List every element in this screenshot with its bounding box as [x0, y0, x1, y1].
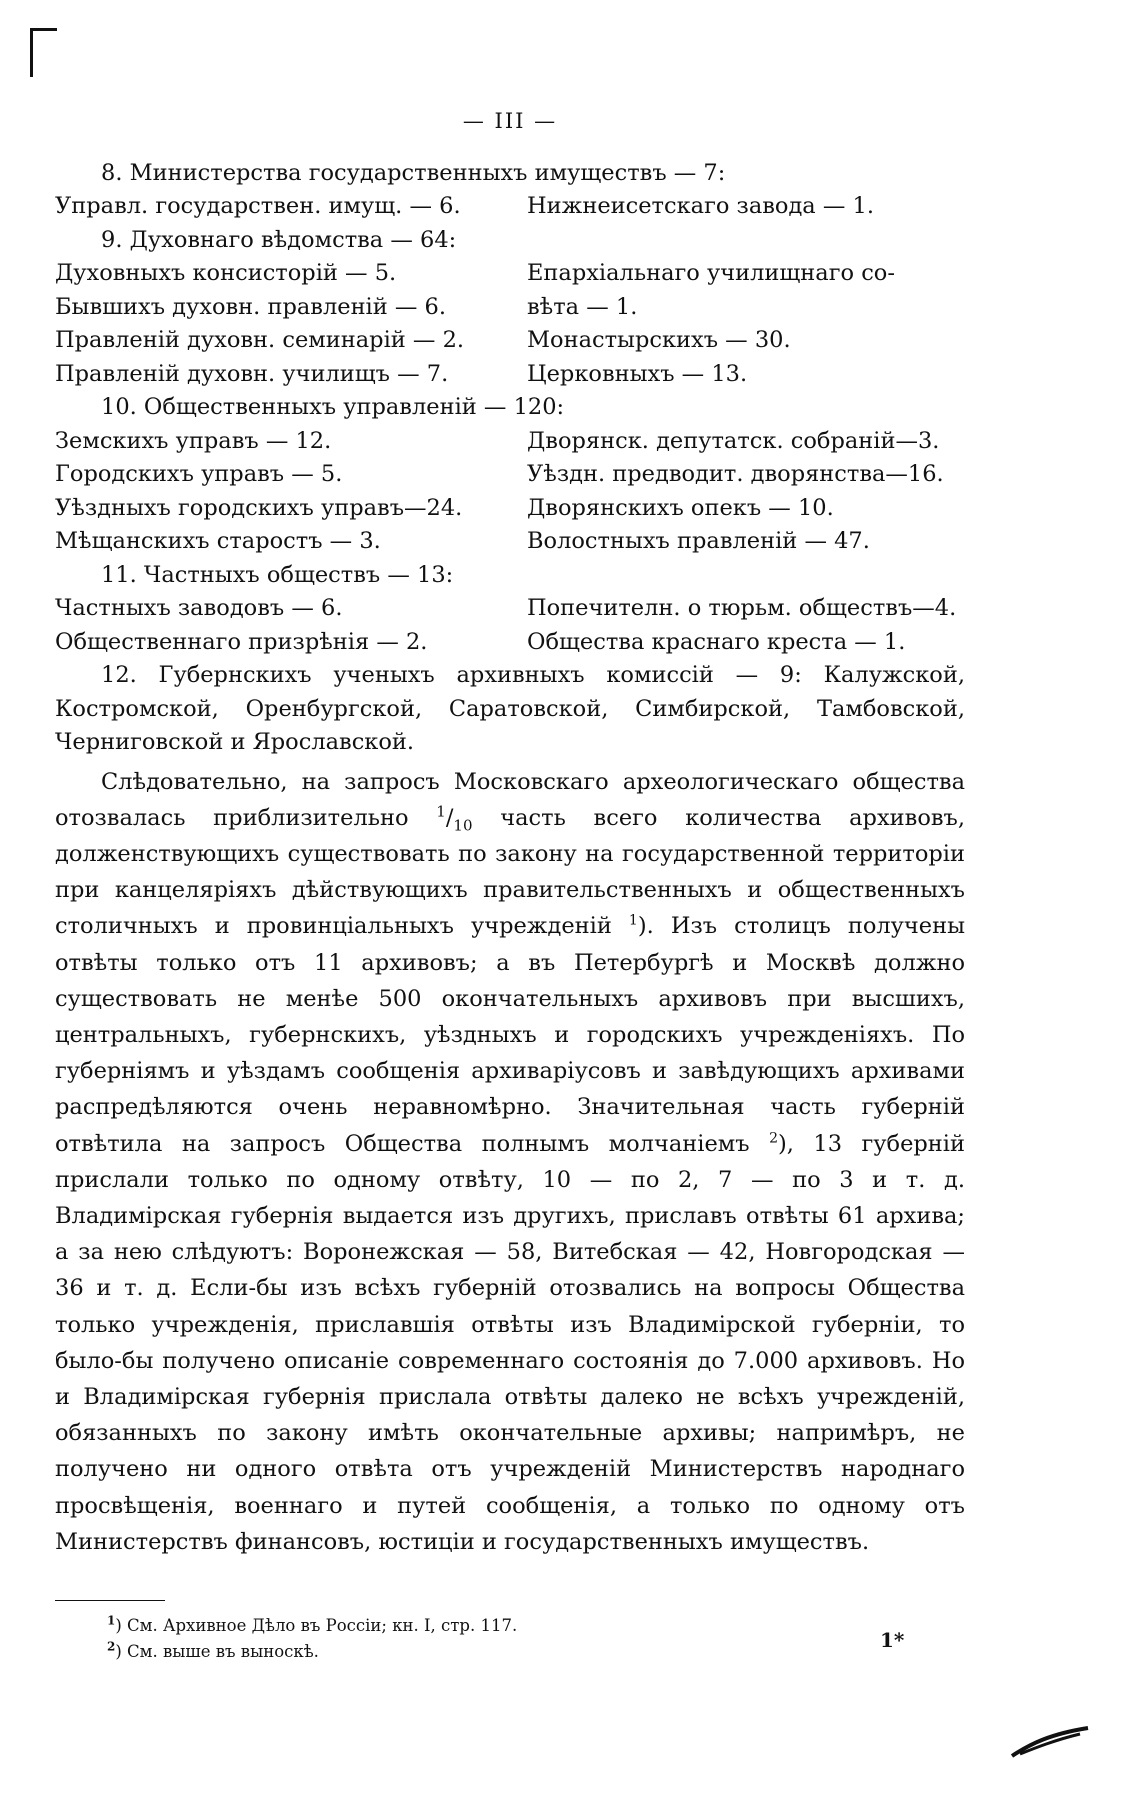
page	[55, 105, 965, 1665]
left-column	[55, 425, 527, 559]
paragraph-text: ). Изъ столицъ получены отвѣты только отъ 11 архивовъ; а въ Петербургѣ и Москвѣ должно существовать не менѣе 500 окончательныхъ архивовъ при высшихъ, центральныхъ, губернскихъ, уѣздныхъ и городскихъ учрежденіяхъ. По губерніямъ и уѣздамъ сообщенія архиваріусовъ и завѣдующихъ архивами распредѣляются очень неравномѣрно. Значительная часть губерній отвѣтила на запросъ Общества полнымъ молчаніемъ	[55, 913, 965, 1157]
paragraph-text: ), 13 губерній прислали только по одному отвѣту, 10 — по 2, 7 — по 3 и т. д. Владимірская губернія выдается изъ другихъ, приславъ отвѣты 61 архива; а за нею слѣдуютъ: Воронежская — 58, Витебская — 42, Новгородская — 36 и т. д. Если-бы изъ всѣхъ губерній отозвались на вопросы Общества только учрежденія, приславшія отвѣты изъ Владимірской губерніи, то было-бы получено описаніе современнаго состоянія до 7.000 архивовъ. Но и Владимірская губернія прислала отвѣты далеко не всѣхъ учрежденій, обязанныхъ по закону имѣть окончательные архивы; напримѣръ, не получено ни одного отвѣта отъ учрежденій Министерствъ народнаго просвѣщенія, военнаго и путей сообщенія, а только по одному отъ Министерствъ финансовъ, юстиціи и государственныхъ имуществъ.	[55, 1130, 965, 1555]
signature-mark: 1*	[880, 1628, 905, 1652]
list-item: Частныхъ заводовъ — 6.	[55, 595, 343, 621]
fraction-denominator: 10	[453, 816, 473, 835]
left-column	[55, 190, 527, 224]
left-column	[55, 257, 527, 391]
footnote-1	[107, 1613, 965, 1639]
list-item: Правленій духовн. семинарій — 2.	[55, 327, 465, 353]
footnotes	[55, 1613, 965, 1665]
list-item: Церковныхъ — 13.	[527, 360, 748, 387]
right-column	[527, 257, 965, 391]
footnote-ref-2: 2	[769, 1130, 778, 1147]
list-item: Правленій духовн. училищъ — 7.	[55, 360, 449, 387]
footnote-text: ) См. Архивное Дѣло въ Россіи; кн. I, стр. 117.	[115, 1615, 518, 1635]
section-8-heading: 8. Министерства государственныхъ имуществъ — 7:	[101, 159, 726, 186]
list-item: Управл. государствен. имущ. — 6.	[55, 193, 461, 219]
body-paragraph: Слѣдовательно, на запросъ Московскаго археологическаго общества отозвалась приблизительно $^1/_{10}$ часть всего количества архивовъ, долженствующихъ существовать по закону на государственной территоріи при канцеляріяхъ дѣйствующихъ правительственныхъ и общественныхъ столичныхъ и провинціальныхъ учрежденій $^1$). Изъ столицъ получены отвѣты только отъ 11 архивовъ; а въ Петербургѣ и Москвѣ должно существовать не менѣе 500 окончательныхъ архивовъ при высшихъ, центральныхъ, губернскихъ, уѣздныхъ и городскихъ учрежденіяхъ. По губерніямъ и уѣздамъ сообщенія архиваріусовъ и завѣдующихъ архивами распредѣляются очень неравномѣрно. Значительная часть губерній отвѣтила на запросъ Общества полнымъ молчаніемъ $^2$), 13 губерній прислали только по одному отвѣту, 10 — по 2, 7 — по 3 и т. д. Владимірская губернія выдается изъ другихъ, приславъ отвѣты 61 архива; а за нею слѣдуютъ: Воронежская — 58, Витебская — 42, Новгородская — 36 и т. д. Если-бы изъ всѣхъ губерній отозвались на вопросы Общества только учрежденія, приславшія отвѣты изъ Владимірской губерніи, то было-бы получено описаніе современнаго состоянія до 7.000 архивовъ. Но и Владимірская губернія прислала отвѣты далеко не всѣхъ учрежденій, обязанныхъ по закону имѣть окончательные архивы; напримѣръ, не получено ни одного отвѣта отъ учрежденій Министерствъ народнаго просвѣщенія, военнаго и путей сообщенія, а только по одному отъ Министерствъ финансовъ, юстиціи и государственныхъ имуществъ.	[55, 768, 965, 1555]
right-column	[527, 190, 965, 224]
footnote-divider	[55, 1600, 165, 1601]
list-item: Епархіальнаго училищнаго со-	[527, 260, 895, 286]
footnote-mark: 1	[107, 1613, 116, 1628]
list-item: Дворянск. депутатск. собраній—3.	[527, 427, 940, 454]
section-8-columns	[55, 190, 965, 224]
list-item: Земскихъ управъ — 12.	[55, 427, 332, 454]
list-item: Духовныхъ консисторій — 5.	[55, 260, 397, 286]
footnote-mark: 2	[107, 1639, 116, 1654]
left-column	[55, 592, 527, 659]
list-item: вѣта — 1.	[527, 293, 638, 320]
list-item: Общества краснаго креста — 1.	[527, 628, 906, 655]
list-item: Уѣздн. предводит. дворянства—16.	[527, 461, 944, 487]
list-item: Городскихъ управъ — 5.	[55, 461, 343, 487]
list-item: Мѣщанскихъ старостъ — 3.	[55, 528, 381, 554]
section-11-columns	[55, 592, 965, 659]
paragraph-text: Слѣдовательно, на запросъ Московскаго археологическаго общества отозвалась приблизительно	[55, 768, 965, 831]
list-item: Монастырскихъ — 30.	[527, 327, 791, 353]
corner-mark	[30, 28, 57, 77]
pen-stroke-mark	[1010, 1720, 1090, 1760]
footnote-text: ) См. выше въ выноскѣ.	[115, 1641, 319, 1661]
list-item: Бывшихъ духовн. правленій — 6.	[55, 293, 447, 320]
section-9-heading: 9. Духовнаго вѣдомства — 64:	[101, 226, 457, 253]
list-item: Нижнеисетскаго завода — 1.	[527, 193, 874, 219]
section-9-columns	[55, 257, 965, 391]
list-item: Общественнаго призрѣнія — 2.	[55, 628, 428, 655]
right-column	[527, 425, 965, 559]
section-12: 12. Губернскихъ ученыхъ архивныхъ комиссій — 9: Калужской, Костромской, Оренбургской, Саратовской, Симбирской, Тамбовской, Черниговской и Ярославской.	[55, 662, 965, 755]
section-10-columns	[55, 425, 965, 559]
footnote-2	[107, 1639, 965, 1665]
section-10-heading: 10. Общественныхъ управленій — 120:	[101, 394, 565, 420]
list-item: Попечителн. о тюрьм. обществъ—4.	[527, 595, 957, 621]
page-header: — III —	[462, 109, 558, 133]
list-item: Уѣздныхъ городскихъ управъ—24.	[55, 494, 463, 521]
right-column	[527, 592, 965, 659]
fraction-numerator: 1	[436, 802, 446, 821]
section-11-heading: 11. Частныхъ обществъ — 13:	[101, 561, 454, 588]
list-item: Волостныхъ правленій — 47.	[527, 528, 870, 554]
paragraph-text: часть всего количества архивовъ, долженствующихъ существовать по закону на государственной территоріи при канцеляріяхъ дѣйствующихъ правительственныхъ и общественныхъ столичныхъ и провинціальныхъ учрежденій	[55, 804, 965, 940]
footnote-ref-1: 1	[628, 912, 638, 929]
list-item: Дворянскихъ опекъ — 10.	[527, 494, 834, 521]
